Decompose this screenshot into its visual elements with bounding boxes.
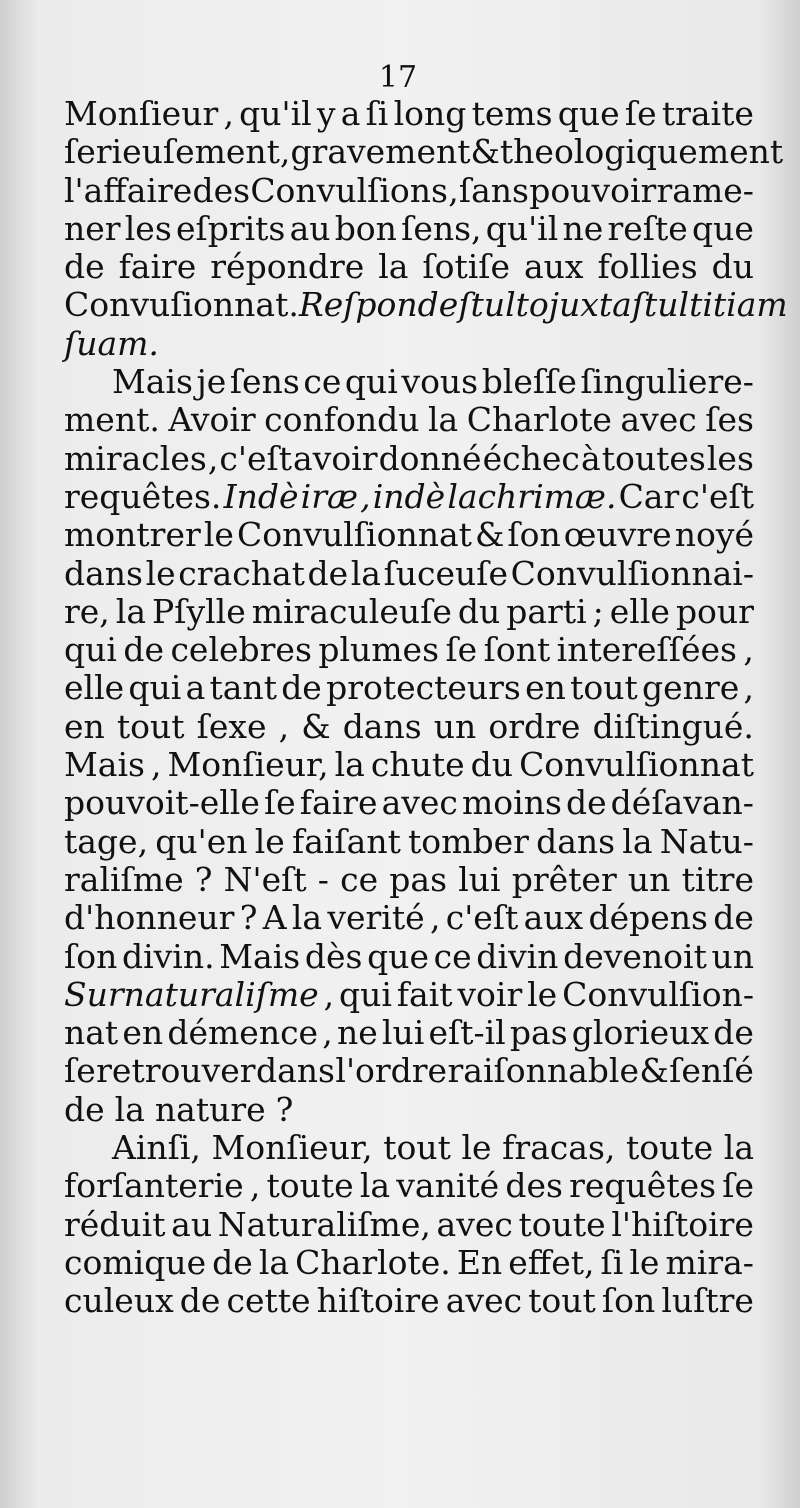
word: qui xyxy=(128,668,182,708)
word: pour xyxy=(675,591,754,631)
word: la xyxy=(723,1128,754,1168)
word: l'affaire xyxy=(64,170,193,210)
word: ſuam. xyxy=(64,323,159,363)
word: de xyxy=(713,898,754,938)
word: tout xyxy=(383,1128,451,1168)
word: Convulſionnai- xyxy=(510,553,754,593)
word: la xyxy=(258,1242,290,1282)
word: requêtes xyxy=(569,1166,717,1206)
word: Car xyxy=(618,476,680,516)
word: toute xyxy=(266,1166,354,1206)
word: vous xyxy=(401,362,479,402)
word: réduit xyxy=(64,1204,166,1244)
word: Reſponde xyxy=(298,285,459,325)
text-line xyxy=(64,1167,754,1205)
text-line xyxy=(64,248,754,286)
word: ſtulto xyxy=(458,285,549,325)
word: ſens, xyxy=(401,208,482,248)
word: des xyxy=(505,1166,563,1206)
word: les xyxy=(124,208,172,248)
word: ſon xyxy=(64,936,118,976)
word: échec xyxy=(482,438,580,478)
word: long xyxy=(393,94,467,133)
body-text xyxy=(64,94,788,1321)
word: ſe xyxy=(624,94,657,133)
word: ſont xyxy=(483,630,551,670)
text-line xyxy=(64,1206,754,1244)
word: , xyxy=(223,94,234,133)
word: dans xyxy=(342,706,422,746)
word: montrer xyxy=(64,515,201,555)
word: ment. xyxy=(64,400,160,440)
word: ſe xyxy=(64,1051,96,1091)
word: qu'il xyxy=(485,208,559,248)
word: donné xyxy=(378,438,482,478)
word: tout xyxy=(570,668,638,708)
text-line xyxy=(64,784,754,822)
word: ſotiſe xyxy=(422,247,511,287)
word: de xyxy=(212,1242,253,1282)
word: crachat xyxy=(178,553,305,593)
word: ce xyxy=(340,859,379,899)
word: avec xyxy=(445,1281,523,1321)
word: le xyxy=(145,553,176,593)
word: & xyxy=(639,1051,669,1091)
word: qu'en xyxy=(155,821,248,861)
word: ſe xyxy=(445,630,478,670)
text-line xyxy=(64,210,754,248)
word: répondre xyxy=(210,247,365,287)
word: en xyxy=(64,706,105,746)
word: intereſſées xyxy=(556,630,737,670)
word: démence xyxy=(167,1013,319,1053)
word: du xyxy=(470,745,514,785)
word: Mais xyxy=(219,936,301,976)
word: elle xyxy=(64,668,125,708)
word: ner xyxy=(64,208,121,248)
word: qu'il xyxy=(239,94,312,133)
text-line xyxy=(64,746,754,784)
text-line xyxy=(64,861,754,899)
word: bleſſe xyxy=(481,362,577,402)
word: pas xyxy=(389,859,448,899)
word: re, xyxy=(64,591,110,631)
word: ; xyxy=(592,591,604,631)
word: toute xyxy=(625,1128,714,1168)
word: c'eſt xyxy=(445,898,519,938)
word: traite xyxy=(661,94,754,133)
word: miraculeuſe xyxy=(251,591,452,631)
word: Avoir xyxy=(168,400,256,440)
word: un xyxy=(711,936,754,976)
word: , xyxy=(743,668,754,708)
word: le xyxy=(203,515,234,555)
word: plumes xyxy=(318,630,440,670)
word: forſanterie xyxy=(64,1166,244,1206)
word: divin xyxy=(476,936,559,976)
word: qui xyxy=(64,630,117,670)
word: & xyxy=(301,706,331,746)
word: fait xyxy=(396,974,453,1014)
word: le xyxy=(461,1128,492,1168)
word: , xyxy=(150,745,162,785)
word: ordre xyxy=(488,706,581,746)
word: avec xyxy=(436,1204,513,1244)
word: de xyxy=(281,668,322,708)
word: rame- xyxy=(656,170,754,210)
text-line xyxy=(64,593,754,631)
word: à xyxy=(580,438,601,478)
word: ſe xyxy=(722,1166,754,1206)
word: œuvre xyxy=(563,515,672,555)
word: , xyxy=(360,476,371,516)
word: Convulſionnat xyxy=(236,515,472,555)
word: je xyxy=(196,362,227,402)
word: ſans xyxy=(458,170,529,210)
text-line xyxy=(64,1244,754,1282)
word: dans xyxy=(255,1051,335,1091)
word: vanité xyxy=(396,1166,500,1206)
word: ſtultitiam xyxy=(631,285,788,325)
word: indè xyxy=(372,476,446,516)
word: nature xyxy=(154,1089,266,1129)
word: de xyxy=(307,553,349,593)
word: c'eſt xyxy=(681,476,754,516)
word: tage, xyxy=(64,821,149,861)
word: ne xyxy=(562,208,604,248)
word: eſprits xyxy=(175,208,286,248)
word: tout xyxy=(116,706,185,746)
word: Mais xyxy=(112,362,193,402)
word: luſtre xyxy=(661,1281,754,1321)
word: toutes xyxy=(601,438,706,478)
word: celebres xyxy=(170,630,312,670)
word: Mais xyxy=(64,745,145,785)
word: de xyxy=(123,630,165,670)
word: en xyxy=(525,668,566,708)
word: retrouver xyxy=(96,1051,256,1091)
word: & xyxy=(474,515,505,555)
word: culeux xyxy=(64,1281,174,1321)
text-line xyxy=(64,1014,754,1052)
word: ne xyxy=(336,1013,378,1053)
word: theologiquement xyxy=(499,132,784,172)
word: voir xyxy=(457,974,523,1014)
word: Convuſionnat. xyxy=(64,285,299,325)
word: Charlote xyxy=(466,400,612,440)
word: tems xyxy=(471,94,553,133)
word: Indè xyxy=(223,476,299,516)
text-line xyxy=(64,976,754,1014)
word: dans xyxy=(536,821,616,861)
word: bon xyxy=(334,208,397,248)
word: la xyxy=(291,898,323,938)
word: , xyxy=(323,974,335,1014)
word: faiſant xyxy=(291,821,401,861)
word: follies xyxy=(597,247,698,287)
word: , xyxy=(278,706,290,746)
word: ſi xyxy=(600,1242,624,1282)
word: ce xyxy=(303,362,342,402)
text-line xyxy=(64,401,754,439)
word: ſens xyxy=(229,362,300,402)
text-line xyxy=(64,285,788,325)
word: raiſonnable xyxy=(447,1051,639,1091)
word: diſtingué. xyxy=(592,706,754,746)
word: ſerieuſement, xyxy=(64,132,291,172)
word: mira- xyxy=(665,1242,754,1282)
word: que xyxy=(367,936,429,976)
word: pouvoir xyxy=(529,170,657,210)
word: Surnaturaliſme xyxy=(64,974,319,1014)
word: Monſieur xyxy=(64,94,219,133)
word: lui xyxy=(458,859,501,899)
word: a xyxy=(185,668,206,708)
word: la xyxy=(115,591,147,631)
text-line xyxy=(64,1129,754,1167)
word: le xyxy=(527,974,558,1014)
text-line xyxy=(64,1091,754,1129)
word: Monſieur, xyxy=(211,1128,373,1168)
word: de xyxy=(179,1281,221,1321)
word: glorieux xyxy=(571,1013,710,1053)
word: iræ xyxy=(300,476,358,516)
word: toute xyxy=(518,1204,606,1244)
word: en xyxy=(122,1013,164,1053)
text-line xyxy=(64,172,754,210)
word: ſuceuſe xyxy=(383,553,509,593)
word: la xyxy=(359,1166,391,1206)
word: miracles xyxy=(64,438,207,478)
text-line xyxy=(64,631,754,669)
word: Charlote. xyxy=(295,1242,451,1282)
word: fracas, xyxy=(502,1128,616,1168)
text-line xyxy=(64,325,754,363)
word: la xyxy=(428,400,459,440)
word: A xyxy=(262,898,287,938)
word: ſon xyxy=(507,515,561,555)
word: dépens xyxy=(588,898,708,938)
word: protecteurs xyxy=(326,668,521,708)
word: que xyxy=(691,208,754,248)
word: du xyxy=(457,591,501,631)
word: Monſieur, xyxy=(167,745,329,785)
word: faire xyxy=(118,247,197,287)
word: comique xyxy=(64,1242,207,1282)
word: le xyxy=(629,1242,660,1282)
word: En xyxy=(456,1242,503,1282)
word: au xyxy=(171,1204,213,1244)
word: la xyxy=(378,247,409,287)
text-line xyxy=(64,132,784,172)
word: d'honneur xyxy=(64,898,235,938)
word: l'hiſtoire xyxy=(611,1204,754,1244)
word: confondu xyxy=(264,400,420,440)
text-line xyxy=(64,363,754,401)
text-line xyxy=(64,1052,754,1090)
text-line xyxy=(64,899,754,937)
word: noyé xyxy=(674,515,754,555)
word: la xyxy=(350,553,381,593)
word: nat xyxy=(64,1013,119,1053)
word: moins xyxy=(461,783,562,823)
word: la xyxy=(114,1089,145,1129)
word: ſinguliere- xyxy=(580,362,754,402)
word: c'eſt xyxy=(219,438,292,478)
text-line xyxy=(64,669,754,707)
word: ſe xyxy=(263,783,296,823)
word: elle xyxy=(609,591,670,631)
word: devenoit xyxy=(563,936,707,976)
word: gravement xyxy=(290,132,471,172)
word: Ainſi, xyxy=(112,1128,201,1168)
word: tout xyxy=(528,1281,596,1321)
word: la xyxy=(334,745,365,785)
word: ſes xyxy=(705,400,754,440)
word: ſexe xyxy=(196,706,267,746)
word: , xyxy=(743,630,754,670)
word: y xyxy=(316,94,336,133)
word: a xyxy=(340,94,361,133)
word: cette xyxy=(226,1281,311,1321)
word: qui xyxy=(344,362,398,402)
word: lui xyxy=(381,1013,425,1053)
word: pouvoit-elle xyxy=(64,783,260,823)
word: ? xyxy=(239,898,258,938)
word: dès xyxy=(304,936,363,976)
word: lachrimæ. xyxy=(447,476,617,516)
text-line xyxy=(64,95,754,133)
word: tomber xyxy=(408,821,529,861)
text-line xyxy=(64,938,754,976)
word: dans xyxy=(64,553,143,593)
text-line xyxy=(64,478,754,516)
word: aux xyxy=(523,247,584,287)
word: , xyxy=(448,170,459,210)
word: , xyxy=(249,1166,261,1206)
word: Natu- xyxy=(659,821,754,861)
word: pas xyxy=(509,1013,568,1053)
word: avoir xyxy=(293,438,378,478)
word: parti xyxy=(506,591,587,631)
word: , xyxy=(429,898,441,938)
word: de xyxy=(64,247,105,287)
word: déſavan- xyxy=(610,783,754,823)
word: verité xyxy=(327,898,425,938)
word: ſi xyxy=(365,94,389,133)
word: des xyxy=(192,170,251,210)
word: avec xyxy=(620,400,697,440)
word: genre xyxy=(642,668,740,708)
word: Pſylle xyxy=(152,591,246,631)
word: avec xyxy=(381,783,458,823)
word: , xyxy=(322,1013,333,1053)
word: du xyxy=(711,247,754,287)
page-number: 17 xyxy=(378,60,418,95)
word: & xyxy=(470,132,500,172)
word: effet, xyxy=(508,1242,595,1282)
word: le xyxy=(254,821,285,861)
word: requêtes. xyxy=(64,476,222,516)
word: l'ordre xyxy=(335,1051,448,1091)
text-line xyxy=(64,555,754,593)
text-line xyxy=(64,516,754,554)
text-line xyxy=(64,823,754,861)
word: raliſme xyxy=(64,859,184,899)
word: chute xyxy=(370,745,465,785)
word: Convulſion- xyxy=(562,974,754,1014)
word: un xyxy=(433,706,477,746)
word: Convulſions xyxy=(250,170,448,210)
word: la xyxy=(622,821,653,861)
word: que xyxy=(557,94,620,133)
word: aux xyxy=(523,898,584,938)
word: faire xyxy=(299,783,378,823)
word: ſon xyxy=(601,1281,656,1321)
word: Convulſionnat xyxy=(519,745,754,785)
word: , xyxy=(207,438,219,478)
word: ſenſé xyxy=(669,1051,754,1091)
word: titre xyxy=(681,859,754,899)
word: prêter xyxy=(511,859,617,899)
word: de xyxy=(565,783,607,823)
word: de xyxy=(64,1089,105,1129)
word: - xyxy=(317,859,329,899)
word: juxta xyxy=(548,285,632,325)
text-line xyxy=(64,708,754,746)
word: qui xyxy=(338,974,392,1014)
word: tant xyxy=(209,668,277,708)
word: un xyxy=(627,859,671,899)
word: hiſtoire xyxy=(316,1281,440,1321)
word: divin. xyxy=(121,936,215,976)
word: eſt-il xyxy=(428,1013,506,1053)
word: les xyxy=(706,438,754,478)
word: Naturaliſme, xyxy=(217,1204,431,1244)
text-line xyxy=(64,1282,754,1320)
word: reſte xyxy=(607,208,688,248)
word: de xyxy=(713,1013,754,1053)
word: ce xyxy=(433,936,472,976)
word: au xyxy=(289,208,331,248)
word: ? xyxy=(275,1089,294,1129)
word: ? xyxy=(194,859,213,899)
text-line xyxy=(64,440,754,478)
word: N'eſt xyxy=(223,859,307,899)
